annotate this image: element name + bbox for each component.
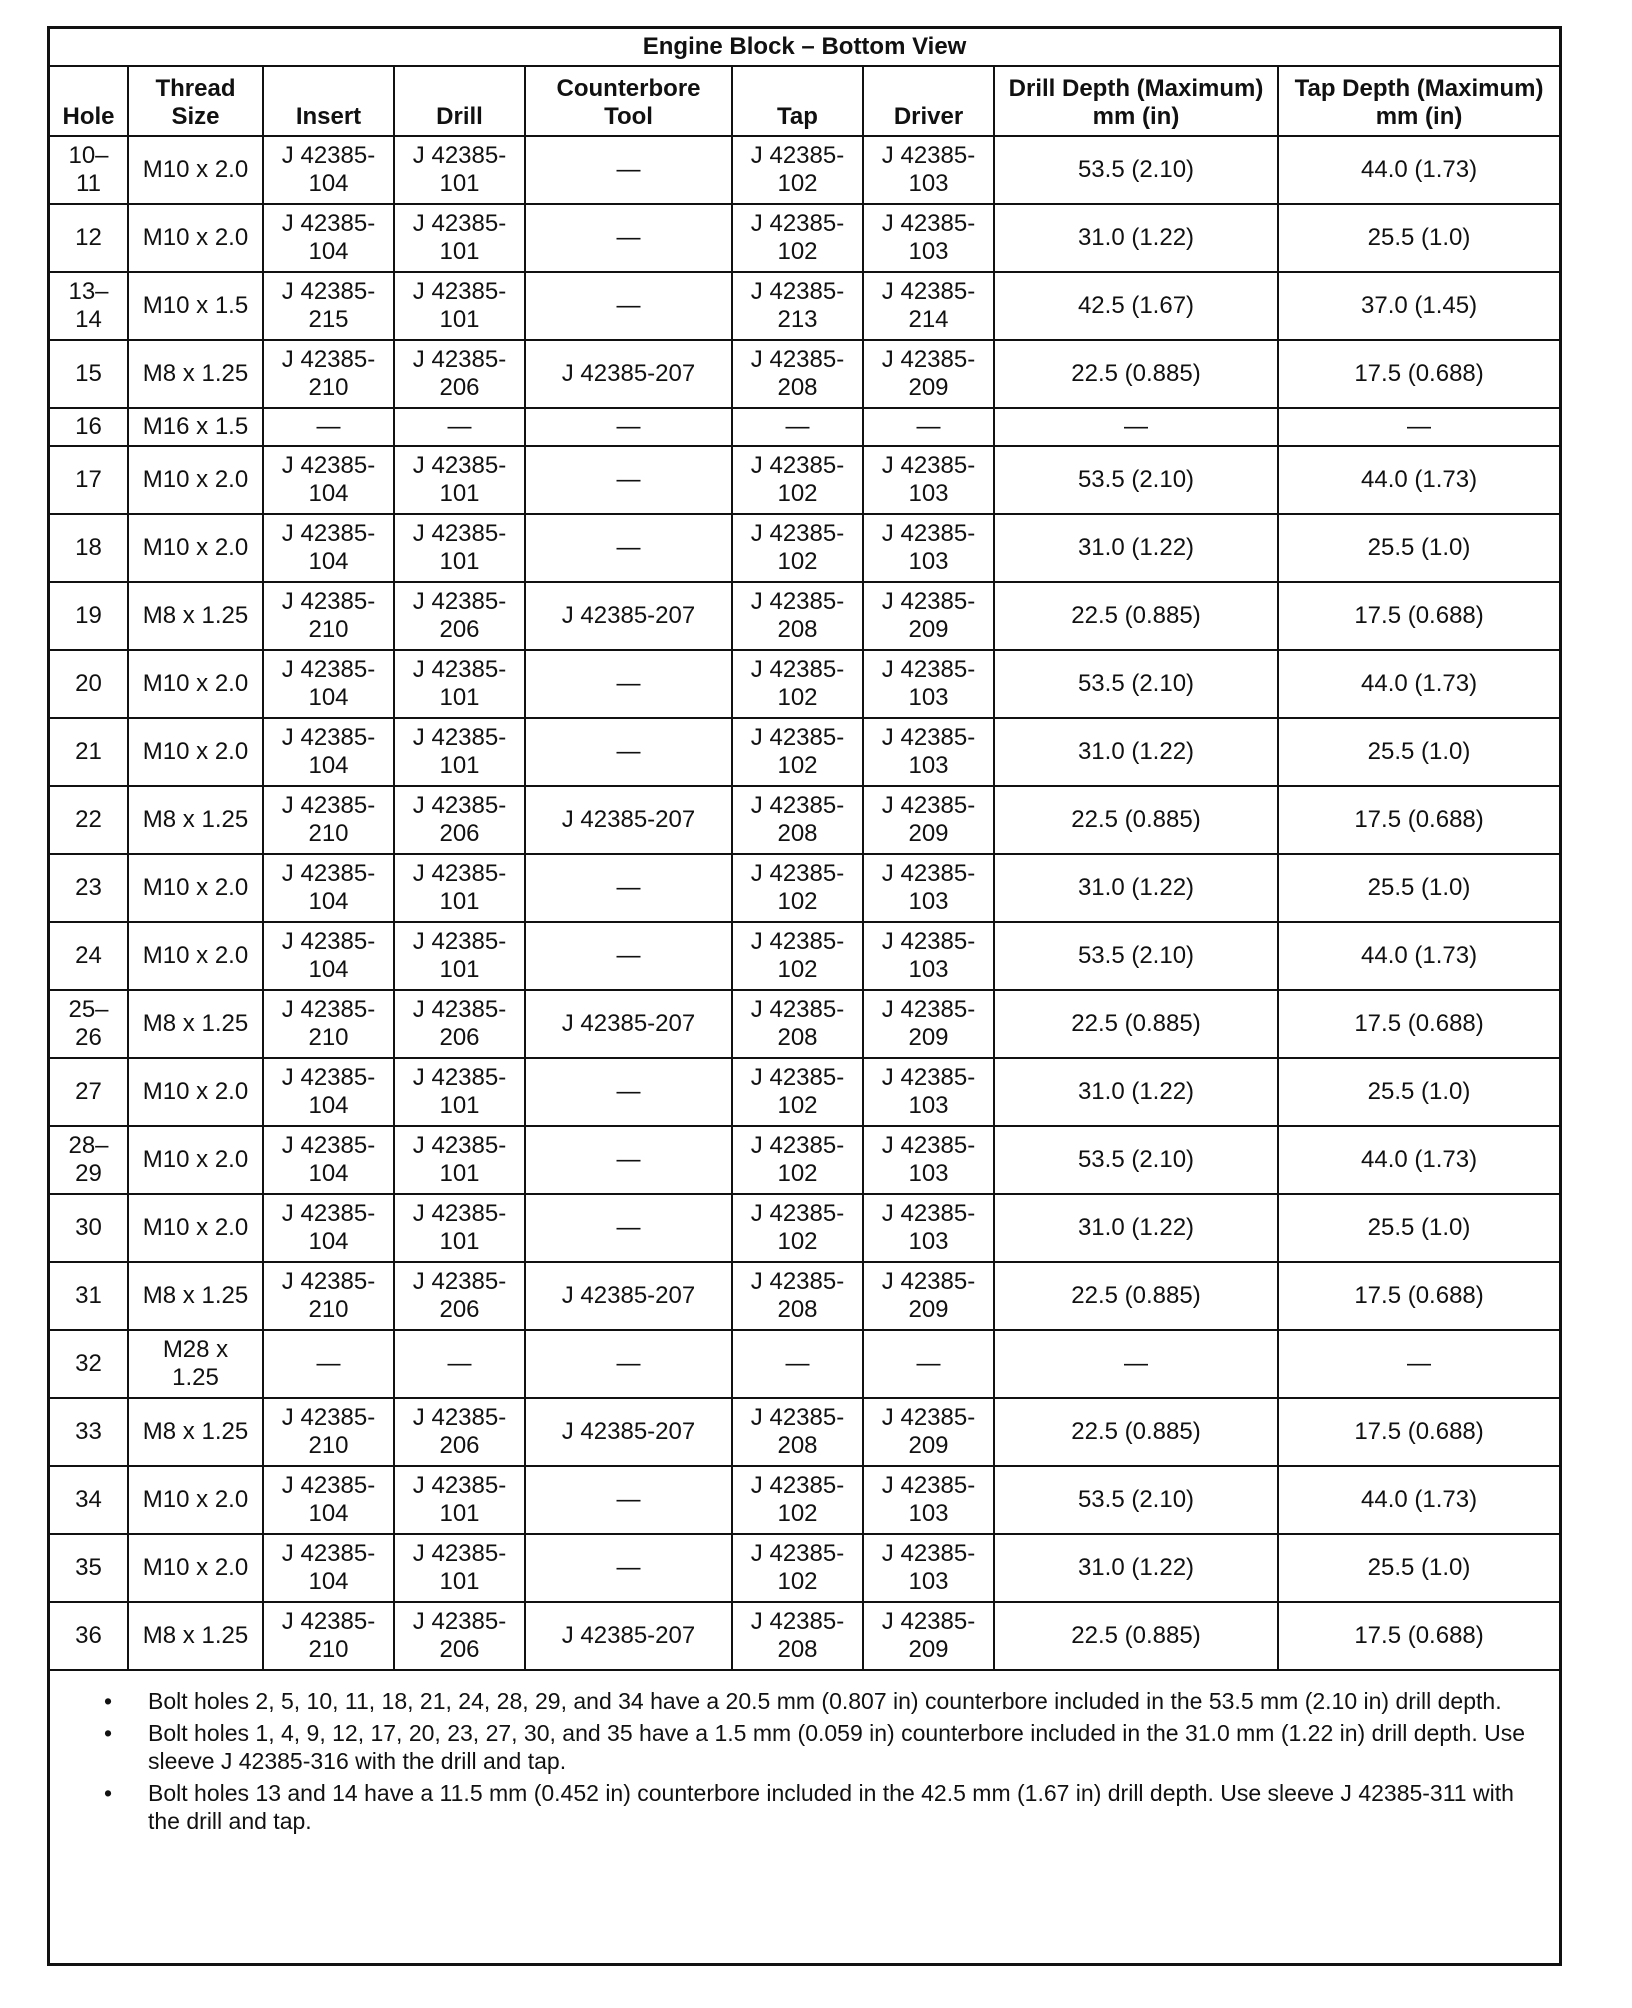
cell-tap-depth: 37.0 (1.45) [1278,272,1559,340]
cell-drill-depth: 31.0 (1.22) [994,718,1278,786]
cell-insert: J 42385- 104 [263,1058,394,1126]
cell-counterbore: J 42385-207 [525,582,732,650]
cell-drill-depth: 22.5 (0.885) [994,1262,1278,1330]
cell-thread: M8 x 1.25 [128,786,263,854]
cell-drill: J 42385- 101 [394,1466,525,1534]
cell-tap: J 42385- 102 [732,854,863,922]
cell-tap-depth: 17.5 (0.688) [1278,1602,1559,1670]
cell-tap-depth: 44.0 (1.73) [1278,1466,1559,1534]
cell-tap: J 42385- 208 [732,990,863,1058]
note-text: Bolt holes 1, 4, 9, 12, 17, 20, 23, 27, 30, and 35 have a 1.5 mm (0.059 in) counterbore included in the 31.0 mm (1.22 in) drill depth. Use sleeve J 42385-316 with the drill and tap. [148,1720,1526,1774]
cell-counterbore: — [525,1058,732,1126]
cell-drill: J 42385- 101 [394,514,525,582]
cell-drill: J 42385- 206 [394,1602,525,1670]
cell-tap: J 42385- 208 [732,340,863,408]
table-row [50,922,1559,990]
cell-thread: M10 x 2.0 [128,204,263,272]
cell-hole: 30 [50,1194,128,1262]
cell-hole: 13– 14 [50,272,128,340]
cell-tap-depth: 44.0 (1.73) [1278,446,1559,514]
table-row [50,1466,1559,1534]
cell-thread: M10 x 2.0 [128,1058,263,1126]
cell-thread: M10 x 2.0 [128,514,263,582]
cell-insert: J 42385- 104 [263,204,394,272]
cell-counterbore: — [525,272,732,340]
cell-hole: 31 [50,1262,128,1330]
cell-drill-depth: 31.0 (1.22) [994,1058,1278,1126]
cell-drill: J 42385- 101 [394,922,525,990]
table-row [50,1126,1559,1194]
cell-drill: J 42385- 206 [394,1262,525,1330]
cell-driver: J 42385- 103 [863,650,994,718]
cell-hole: 33 [50,1398,128,1466]
cell-hole: 23 [50,854,128,922]
table-row [50,990,1559,1058]
cell-thread: M8 x 1.25 [128,1398,263,1466]
cell-tap-depth: 44.0 (1.73) [1278,1126,1559,1194]
cell-insert: — [263,408,394,446]
cell-counterbore: — [525,718,732,786]
cell-tap: J 42385- 102 [732,718,863,786]
cell-drill: J 42385- 101 [394,1058,525,1126]
cell-thread: M10 x 2.0 [128,854,263,922]
cell-thread: M16 x 1.5 [128,408,263,446]
cell-drill-depth: 42.5 (1.67) [994,272,1278,340]
cell-thread: M10 x 2.0 [128,1466,263,1534]
cell-driver: J 42385- 214 [863,272,994,340]
table-row [50,1398,1559,1466]
cell-thread: M10 x 2.0 [128,1534,263,1602]
table-body [50,136,1559,1670]
cell-drill-depth: 31.0 (1.22) [994,1534,1278,1602]
cell-hole: 10– 11 [50,136,128,204]
cell-tap: J 42385- 102 [732,1126,863,1194]
cell-counterbore: J 42385-207 [525,1398,732,1466]
cell-hole: 19 [50,582,128,650]
cell-thread: M8 x 1.25 [128,990,263,1058]
cell-counterbore: — [525,204,732,272]
cell-drill: J 42385- 206 [394,340,525,408]
table-row [50,1602,1559,1670]
table-row [50,408,1559,446]
cell-drill-depth: 22.5 (0.885) [994,582,1278,650]
table-row [50,1058,1559,1126]
cell-driver: J 42385- 103 [863,136,994,204]
cell-tap-depth: 44.0 (1.73) [1278,922,1559,990]
cell-insert: J 42385- 104 [263,1126,394,1194]
cell-tap-depth: 17.5 (0.688) [1278,786,1559,854]
cell-driver: J 42385- 103 [863,1466,994,1534]
cell-driver: J 42385- 209 [863,990,994,1058]
cell-insert: J 42385- 210 [263,1262,394,1330]
note-text: Bolt holes 2, 5, 10, 11, 18, 21, 24, 28, 29, and 34 have a 20.5 mm (0.807 in) counterbore included in the 53.5 mm (2.10 in) drill depth. [148,1688,1502,1714]
cell-hole: 16 [50,408,128,446]
note-item [98,1719,1549,1775]
cell-hole: 22 [50,786,128,854]
document-frame [47,26,1562,1966]
bullet-icon: • [103,1780,113,1806]
cell-drill-depth: 31.0 (1.22) [994,854,1278,922]
cell-tap-depth: — [1278,1330,1559,1398]
cell-tap: — [732,408,863,446]
cell-counterbore: — [525,1466,732,1534]
cell-drill-depth: 31.0 (1.22) [994,514,1278,582]
table-row [50,136,1559,204]
cell-thread: M8 x 1.25 [128,1602,263,1670]
cell-drill: — [394,408,525,446]
cell-insert: — [263,1330,394,1398]
cell-drill: J 42385- 101 [394,1194,525,1262]
cell-driver: J 42385- 209 [863,340,994,408]
cell-tap-depth: 17.5 (0.688) [1278,990,1559,1058]
cell-tap: J 42385- 102 [732,136,863,204]
cell-driver: J 42385- 209 [863,582,994,650]
cell-insert: J 42385- 104 [263,1194,394,1262]
cell-drill: J 42385- 101 [394,718,525,786]
cell-counterbore: J 42385-207 [525,340,732,408]
cell-insert: J 42385- 104 [263,854,394,922]
header-tap-depth: Tap Depth (Maximum) mm (in) [1278,66,1559,136]
cell-driver: J 42385- 209 [863,1262,994,1330]
cell-driver: J 42385- 103 [863,1126,994,1194]
cell-thread: M8 x 1.25 [128,340,263,408]
cell-drill-depth: 22.5 (0.885) [994,786,1278,854]
cell-driver: J 42385- 103 [863,514,994,582]
cell-tap: J 42385- 102 [732,446,863,514]
cell-driver: J 42385- 103 [863,446,994,514]
table-row [50,718,1559,786]
cell-counterbore: — [525,408,732,446]
cell-counterbore: — [525,514,732,582]
cell-tap: J 42385- 208 [732,786,863,854]
cell-drill: J 42385- 101 [394,446,525,514]
cell-hole: 17 [50,446,128,514]
cell-tap: J 42385- 102 [732,514,863,582]
cell-hole: 20 [50,650,128,718]
cell-thread: M10 x 2.0 [128,718,263,786]
cell-tap-depth: 17.5 (0.688) [1278,582,1559,650]
cell-insert: J 42385- 104 [263,136,394,204]
cell-drill-depth: 53.5 (2.10) [994,446,1278,514]
cell-drill: J 42385- 206 [394,990,525,1058]
cell-hole: 24 [50,922,128,990]
header-drill: Drill [394,66,525,136]
table-row [50,340,1559,408]
cell-hole: 28– 29 [50,1126,128,1194]
cell-tap: J 42385- 102 [732,204,863,272]
table-row [50,446,1559,514]
cell-tap-depth: 25.5 (1.0) [1278,1194,1559,1262]
cell-counterbore: — [525,854,732,922]
cell-tap: — [732,1330,863,1398]
table-row [50,1534,1559,1602]
bullet-icon: • [103,1688,113,1714]
cell-counterbore: — [525,136,732,204]
cell-tap: J 42385- 102 [732,922,863,990]
table-row [50,272,1559,340]
cell-hole: 32 [50,1330,128,1398]
cell-drill: J 42385- 101 [394,272,525,340]
cell-counterbore: J 42385-207 [525,990,732,1058]
header-drill-depth: Drill Depth (Maximum) mm (in) [994,66,1278,136]
cell-drill: — [394,1330,525,1398]
header-hole: Hole [50,66,128,136]
cell-insert: J 42385- 210 [263,582,394,650]
cell-drill-depth: 22.5 (0.885) [994,1602,1278,1670]
cell-tap-depth: 17.5 (0.688) [1278,1398,1559,1466]
tool-table [50,29,1559,1671]
cell-thread: M10 x 2.0 [128,922,263,990]
cell-counterbore: J 42385-207 [525,786,732,854]
cell-insert: J 42385- 104 [263,650,394,718]
cell-hole: 12 [50,204,128,272]
note-text: Bolt holes 13 and 14 have a 11.5 mm (0.452 in) counterbore included in the 42.5 mm (1.67 in) drill depth. Use sleeve J 42385-311 with the drill and tap. [148,1780,1514,1834]
table-row [50,786,1559,854]
cell-drill: J 42385- 101 [394,1534,525,1602]
table-row [50,514,1559,582]
cell-drill-depth: 53.5 (2.10) [994,922,1278,990]
cell-tap-depth: 44.0 (1.73) [1278,136,1559,204]
cell-tap-depth: 25.5 (1.0) [1278,1534,1559,1602]
cell-counterbore: — [525,1194,732,1262]
cell-tap: J 42385- 213 [732,272,863,340]
cell-driver: J 42385- 103 [863,854,994,922]
cell-drill-depth: 53.5 (2.10) [994,136,1278,204]
cell-insert: J 42385- 210 [263,990,394,1058]
cell-tap: J 42385- 102 [732,1534,863,1602]
cell-tap: J 42385- 208 [732,1262,863,1330]
cell-tap: J 42385- 208 [732,1602,863,1670]
cell-driver: — [863,408,994,446]
cell-counterbore: — [525,650,732,718]
cell-drill-depth: 22.5 (0.885) [994,340,1278,408]
cell-tap: J 42385- 102 [732,1194,863,1262]
cell-thread: M10 x 2.0 [128,650,263,718]
cell-tap-depth: 25.5 (1.0) [1278,1058,1559,1126]
cell-tap-depth: 25.5 (1.0) [1278,204,1559,272]
cell-drill: J 42385- 206 [394,1398,525,1466]
header-thread-size: Thread Size [128,66,263,136]
cell-tap-depth: 17.5 (0.688) [1278,1262,1559,1330]
cell-thread: M8 x 1.25 [128,582,263,650]
cell-thread: M10 x 2.0 [128,1126,263,1194]
cell-drill: J 42385- 101 [394,854,525,922]
cell-thread: M10 x 2.0 [128,446,263,514]
cell-insert: J 42385- 215 [263,272,394,340]
cell-driver: J 42385- 209 [863,1398,994,1466]
cell-tap-depth: 17.5 (0.688) [1278,340,1559,408]
cell-insert: J 42385- 210 [263,1398,394,1466]
cell-insert: J 42385- 210 [263,1602,394,1670]
note-item [98,1687,1549,1715]
cell-counterbore: — [525,1330,732,1398]
cell-drill: J 42385- 101 [394,650,525,718]
header-driver: Driver [863,66,994,136]
table-row [50,1330,1559,1398]
cell-thread: M10 x 2.0 [128,1194,263,1262]
cell-driver: J 42385- 103 [863,204,994,272]
cell-thread: M10 x 2.0 [128,136,263,204]
cell-driver: J 42385- 103 [863,1534,994,1602]
cell-tap: J 42385- 102 [732,1058,863,1126]
cell-hole: 18 [50,514,128,582]
cell-insert: J 42385- 104 [263,514,394,582]
cell-counterbore: — [525,446,732,514]
cell-drill-depth: 53.5 (2.10) [994,1466,1278,1534]
cell-counterbore: — [525,1126,732,1194]
cell-counterbore: — [525,922,732,990]
table-row [50,1262,1559,1330]
header-counterbore-tool: Counterbore Tool [525,66,732,136]
cell-drill-depth: 53.5 (2.10) [994,650,1278,718]
cell-thread: M8 x 1.25 [128,1262,263,1330]
header-insert: Insert [263,66,394,136]
cell-tap: J 42385- 208 [732,1398,863,1466]
cell-driver: J 42385- 103 [863,1194,994,1262]
cell-tap: J 42385- 102 [732,1466,863,1534]
cell-hole: 34 [50,1466,128,1534]
note-item [98,1779,1549,1835]
cell-hole: 36 [50,1602,128,1670]
cell-insert: J 42385- 210 [263,786,394,854]
cell-tap: J 42385- 208 [732,582,863,650]
cell-tap-depth: 25.5 (1.0) [1278,514,1559,582]
cell-tap-depth: 44.0 (1.73) [1278,650,1559,718]
cell-drill-depth: 31.0 (1.22) [994,1194,1278,1262]
table-title: Engine Block – Bottom View [50,29,1559,66]
cell-counterbore: J 42385-207 [525,1602,732,1670]
cell-insert: J 42385- 104 [263,922,394,990]
cell-driver: J 42385- 103 [863,922,994,990]
cell-driver: J 42385- 209 [863,786,994,854]
table-row [50,650,1559,718]
header-tap: Tap [732,66,863,136]
cell-thread: M10 x 1.5 [128,272,263,340]
cell-drill-depth: 22.5 (0.885) [994,1398,1278,1466]
cell-drill-depth: — [994,1330,1278,1398]
cell-insert: J 42385- 104 [263,446,394,514]
table-row [50,582,1559,650]
notes-list [50,1671,1559,1835]
cell-hole: 25– 26 [50,990,128,1058]
cell-insert: J 42385- 210 [263,340,394,408]
table-row [50,1194,1559,1262]
cell-tap: J 42385- 102 [732,650,863,718]
cell-hole: 15 [50,340,128,408]
cell-drill: J 42385- 206 [394,786,525,854]
cell-tap-depth: — [1278,408,1559,446]
cell-drill-depth: — [994,408,1278,446]
bullet-icon: • [103,1720,113,1746]
cell-insert: J 42385- 104 [263,718,394,786]
cell-counterbore: — [525,1534,732,1602]
cell-hole: 21 [50,718,128,786]
cell-insert: J 42385- 104 [263,1534,394,1602]
cell-tap-depth: 25.5 (1.0) [1278,718,1559,786]
cell-counterbore: J 42385-207 [525,1262,732,1330]
cell-drill: J 42385- 101 [394,1126,525,1194]
cell-drill: J 42385- 206 [394,582,525,650]
table-row [50,204,1559,272]
cell-driver: J 42385- 209 [863,1602,994,1670]
cell-drill-depth: 53.5 (2.10) [994,1126,1278,1194]
cell-drill: J 42385- 101 [394,136,525,204]
table-row [50,854,1559,922]
cell-drill-depth: 31.0 (1.22) [994,204,1278,272]
cell-driver: — [863,1330,994,1398]
cell-hole: 35 [50,1534,128,1602]
cell-driver: J 42385- 103 [863,1058,994,1126]
cell-driver: J 42385- 103 [863,718,994,786]
cell-drill: J 42385- 101 [394,204,525,272]
cell-thread: M28 x 1.25 [128,1330,263,1398]
cell-drill-depth: 22.5 (0.885) [994,990,1278,1058]
cell-tap-depth: 25.5 (1.0) [1278,854,1559,922]
cell-insert: J 42385- 104 [263,1466,394,1534]
cell-hole: 27 [50,1058,128,1126]
